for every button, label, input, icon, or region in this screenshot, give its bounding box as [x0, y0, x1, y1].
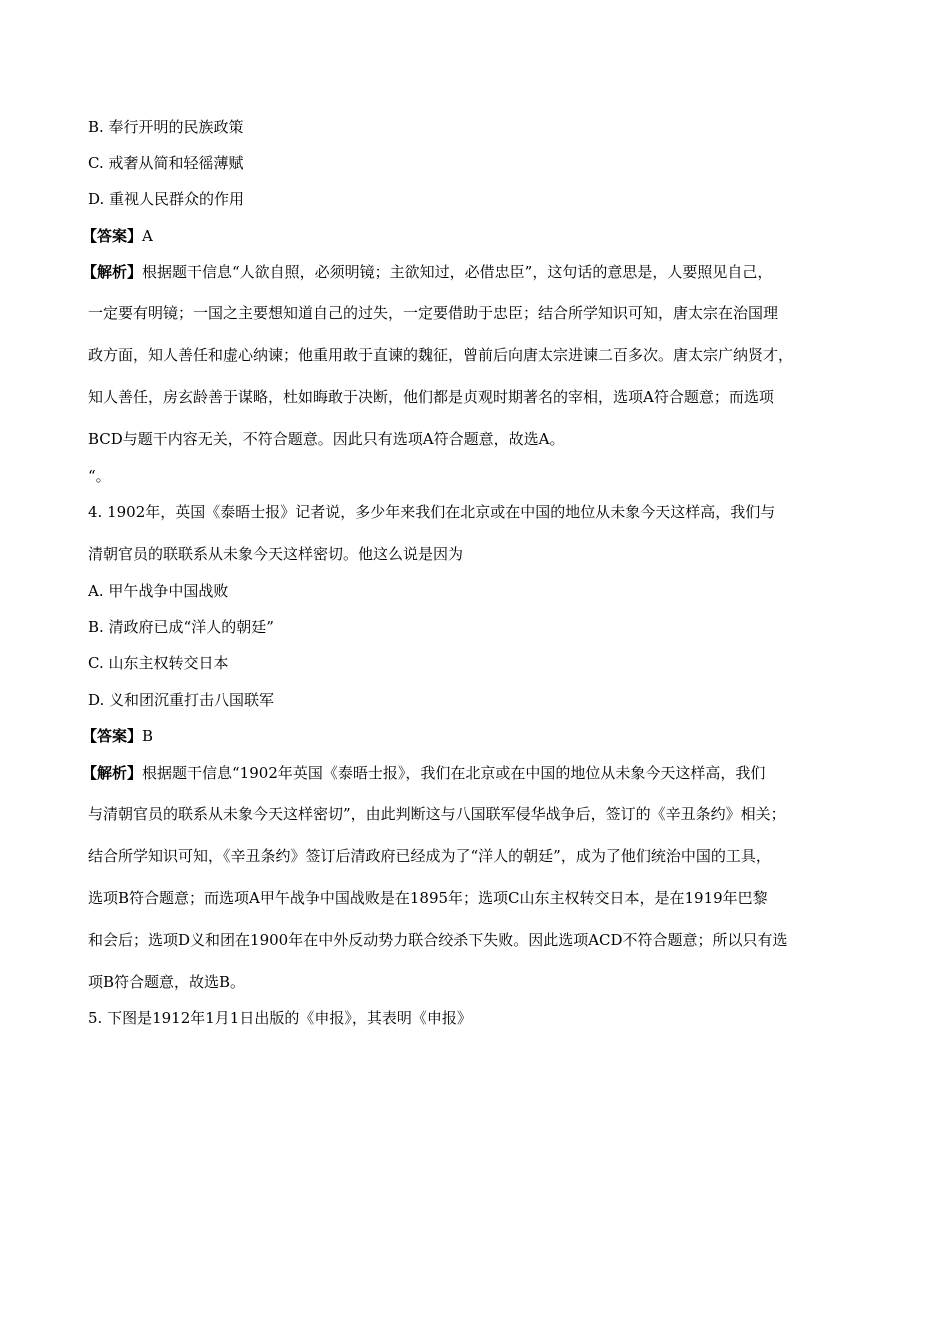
- q3-option-c: C. 戒奢从简和轻徭薄赋: [88, 154, 244, 172]
- answer-value: A: [142, 227, 153, 245]
- q3-option-b: B. 奉行开明的民族政策: [88, 118, 244, 136]
- q4-analysis-line: 项B符合题意，故选B。: [88, 973, 246, 991]
- q3-analysis-line: BCD与题干内容无关，不符合题意。因此只有选项A符合题意，故选A。: [88, 430, 565, 448]
- q4-analysis-line: [82, 763, 862, 783]
- q3-analysis-line: 政方面，知人善任和虚心纳谏；他重用敢于直谏的魏征，曾前后向唐太宗进谏二百多次。唐太宗广纳贤才，: [88, 346, 794, 364]
- answer-label: 【答案】: [82, 227, 143, 245]
- q3-analysis-line: 一定要有明镜；一国之主要想知道自己的过失，一定要借助于忠臣；结合所学知识可知，唐太宗在治国理: [88, 304, 779, 322]
- q4-answer: [82, 726, 862, 746]
- q3-stray-mark: “。: [88, 467, 111, 485]
- analysis-text: 根据题干信息“人欲自照，必须明镜；主欲知过，必借忠臣”，这句话的意思是，人要照见自己，: [142, 263, 773, 281]
- q4-option-c: C. 山东主权转交日本: [88, 654, 229, 672]
- q4-option-d: D. 义和团沉重打击八国联军: [88, 691, 275, 709]
- q4-option-b: B. 清政府已成“洋人的朝廷”: [88, 618, 274, 636]
- answer-value: B: [142, 727, 154, 745]
- q3-answer: [82, 226, 862, 246]
- q3-analysis-line: [82, 262, 862, 282]
- q4-option-a: A. 甲午战争中国战败: [88, 582, 229, 600]
- q4-stem-line: 4. 1902年，英国《泰晤士报》记者说，多少年来我们在北京或在中国的地位从未象今天这样高，我们与: [88, 503, 776, 521]
- q4-analysis-line: 结合所学知识可知，《辛丑条约》签订后清政府已经成为了“洋人的朝廷”，成为了他们统治中国的工具，: [88, 847, 771, 865]
- analysis-label: 【解析】: [82, 764, 143, 782]
- q4-analysis-line: 和会后；选项D义和团在1900年在中外反动势力联合绞杀下失败。因此选项ACD不符合题意；所以只有选: [88, 931, 788, 949]
- answer-label: 【答案】: [82, 727, 143, 745]
- q4-analysis-line: 与清朝官员的联系从未象今天这样密切”，由此判断这与八国联军侵华战争后，签订的《辛丑条约》相关；: [88, 805, 786, 823]
- q3-analysis-line: 知人善任，房玄龄善于谋略，杜如晦敢于决断，他们都是贞观时期著名的宰相，选项A符合题意；而选项: [88, 388, 774, 406]
- q5-stem: 5. 下图是1912年1月1日出版的《申报》，其表明《申报》: [88, 1009, 472, 1027]
- analysis-label: 【解析】: [82, 263, 143, 281]
- q3-option-d: D. 重视人民群众的作用: [88, 190, 245, 208]
- q4-analysis-line: 选项B符合题意；而选项A甲午战争中国战败是在1895年；选项C山东主权转交日本，是在1919年巴黎: [88, 889, 768, 907]
- q4-stem-line: 清朝官员的联联系从未象今天这样密切。他这么说是因为: [88, 545, 464, 563]
- analysis-text: 根据题干信息“1902年英国《泰晤士报》，我们在北京或在中国的地位从未象今天这样高，我们: [142, 764, 766, 782]
